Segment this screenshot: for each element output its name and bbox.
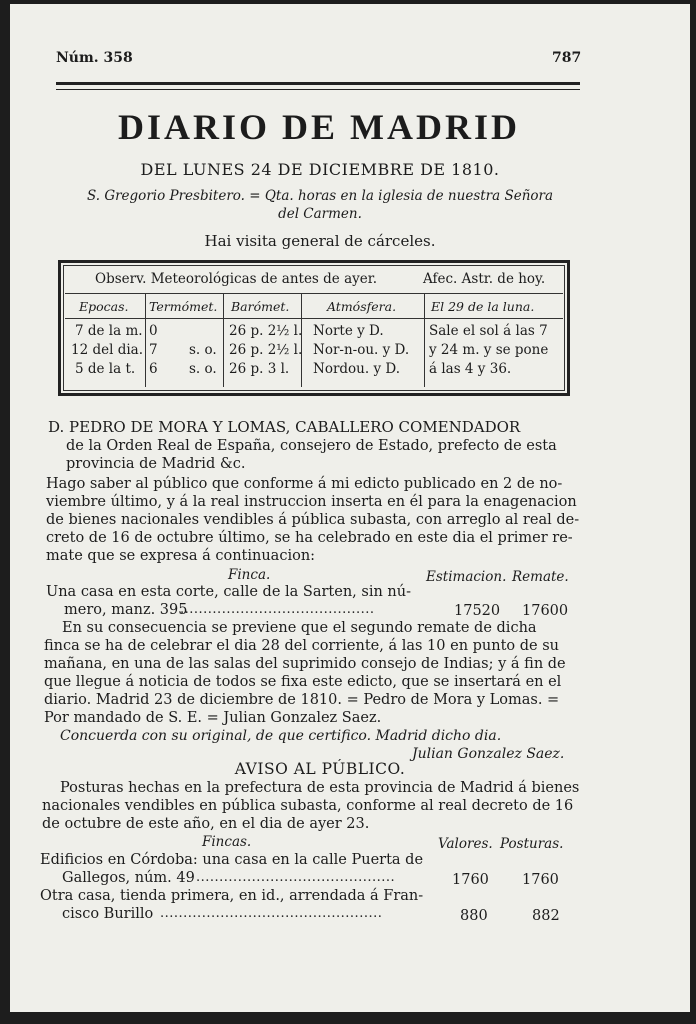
article-line: mate que se expresa á continuacion: <box>46 548 316 564</box>
aviso-line: Posturas hechas en la prefectura de esta provincia de Madrid á bienes <box>60 780 580 796</box>
signature: Julian Gonzalez Saez. <box>412 746 565 762</box>
article-heading: D. PEDRO DE MORA Y LOMAS, CABALLERO COMENDADOR <box>48 418 521 436</box>
aviso-item1-line1: Edificios en Córdoba: una casa en la calle Puerta de <box>40 852 424 868</box>
article-line: Por mandado de S. E. = Julian Gonzalez Saez. <box>44 710 382 726</box>
item-line-1: Una casa en esta corte, calle de la Sarten, sin nú- <box>46 584 411 600</box>
row1-epoca: 7 de la m. <box>75 323 143 339</box>
meteo-col-divider <box>424 293 425 387</box>
aviso-line: de octubre de este año, en el dia de ayer 23. <box>42 816 370 832</box>
row3-atm: Nordou. y D. <box>313 361 400 377</box>
article-line: mañana, en una de las salas del suprimido consejo de Indias; y á fin de <box>44 656 566 672</box>
meteo-header-divider <box>65 293 563 294</box>
meteo-header-left: Observ. Meteorológicas de antes de ayer. <box>95 271 378 287</box>
aviso-item1-postura: 1760 <box>522 872 559 888</box>
col-atmosfera: Atmósfera. <box>327 299 397 314</box>
article-line: de bienes nacionales vendibles á pública subasta, con arreglo al real de- <box>46 512 580 528</box>
meteo-table <box>58 260 570 396</box>
article-line: diario. Madrid 23 de diciembre de 1810. = Pedro de Mora y Lomas. = <box>44 692 560 708</box>
row3-term: 6 <box>149 361 158 377</box>
issue-number: Núm. 358 <box>56 50 133 66</box>
saint-line-1: S. Gregorio Presbitero. = Qta. horas en la iglesia de nuestra Señora <box>86 188 554 204</box>
saint-line-2: del Carmen. <box>278 206 362 222</box>
header-rule-thick <box>56 82 580 85</box>
col-luna: El 29 de la luna. <box>431 299 535 314</box>
aviso-line: nacionales vendibles en pública subasta, conforme al real decreto de 16 <box>42 798 574 814</box>
concuerda-line: Concuerda con su original, de que certifico. Madrid dicho dia. <box>60 728 502 744</box>
meteo-col-divider <box>223 293 224 387</box>
masthead-title: DIARIO DE MADRID <box>117 107 520 147</box>
visita-notice: Hai visita general de cárceles. <box>204 232 436 250</box>
aviso-item2-line2: cisco Burillo <box>62 906 154 922</box>
page-number: 787 <box>552 50 582 66</box>
meteo-col-divider <box>145 293 146 387</box>
row2-term-unit: s. o. <box>189 342 217 358</box>
article-line: viembre último, y á la real instruccion inserta en él para la enagenacion <box>46 494 577 510</box>
item-estimacion: 17520 <box>454 603 501 619</box>
col-posturas: Posturas. <box>500 836 564 852</box>
aviso-item2-valor: 880 <box>460 908 488 924</box>
meteo-col-divider <box>301 293 302 387</box>
header-rule-thin <box>56 89 580 90</box>
row2-epoca: 12 del dia. <box>71 342 144 358</box>
col-finca: Finca. <box>228 567 271 583</box>
aviso-item2-postura: 882 <box>532 908 560 924</box>
col-estimacion: Estimacion. <box>426 569 507 585</box>
article-line: que llegue á noticia de todos se fixa este edicto, que se insertará en el <box>44 674 562 690</box>
aviso-heading: AVISO AL PÚBLICO. <box>234 760 406 778</box>
col-epocas: Epocas. <box>79 299 129 314</box>
article-line: En su consecuencia se previene que el segundo remate de dicha <box>62 620 537 636</box>
row3-epoca: 5 de la t. <box>75 361 136 377</box>
row3-astr: á las 4 y 36. <box>429 361 512 377</box>
aviso-item1-valor: 1760 <box>452 872 489 888</box>
item-remate: 17600 <box>522 603 569 619</box>
issue-date: DEL LUNES 24 DE DICIEMBRE DE 1810. <box>140 160 500 179</box>
article-line: finca se ha de celebrar el dia 28 del corriente, á las 10 en punto de su <box>44 638 560 654</box>
meteo-header-right: Afec. Astr. de hoy. <box>423 271 546 287</box>
row3-term-unit: s. o. <box>189 361 217 377</box>
aviso-item1-line2: Gallegos, núm. 49 <box>62 870 195 886</box>
item-line-2: mero, manz. 395 <box>64 602 188 618</box>
row3-barom: 26 p. 3 l. <box>229 361 290 377</box>
article-heading-3: provincia de Madrid &c. <box>66 456 246 472</box>
col-valores: Valores. <box>438 836 493 852</box>
col-termometro: Termómet. <box>149 299 218 314</box>
row2-term: 7 <box>149 342 158 358</box>
aviso-item2-line1: Otra casa, tienda primera, en id., arrendada á Fran- <box>40 888 424 904</box>
newspaper-page <box>10 4 690 1012</box>
col-barometro: Barómet. <box>231 299 290 314</box>
article-line: Hago saber al público que conforme á mi edicto publicado en 2 de no- <box>46 476 563 492</box>
article-heading-2: de la Orden Real de España, consejero de Estado, prefecto de esta <box>66 438 557 454</box>
row2-atm: Nor-n-ou. y D. <box>313 342 410 358</box>
row2-barom: 26 p. 2½ l. <box>229 342 303 358</box>
row1-barom: 26 p. 2½ l. <box>229 323 303 339</box>
row1-astr: Sale el sol á las 7 <box>429 323 548 339</box>
row1-atm: Norte y D. <box>313 323 384 339</box>
col-fincas: Fincas. <box>202 834 252 850</box>
article-line: creto de 16 de octubre último, se ha celebrado en este dia el primer re- <box>46 530 573 546</box>
col-remate: Remate. <box>512 569 569 585</box>
meteo-colhead-divider <box>65 318 563 319</box>
aviso-item2-dots: ................................................ <box>160 906 383 921</box>
aviso-item1-dots: ........................................... <box>196 870 396 885</box>
row2-astr: y 24 m. y se pone <box>429 342 549 358</box>
row1-term: 0 <box>149 323 158 339</box>
item-leader-dots: .......................................... <box>180 602 375 617</box>
